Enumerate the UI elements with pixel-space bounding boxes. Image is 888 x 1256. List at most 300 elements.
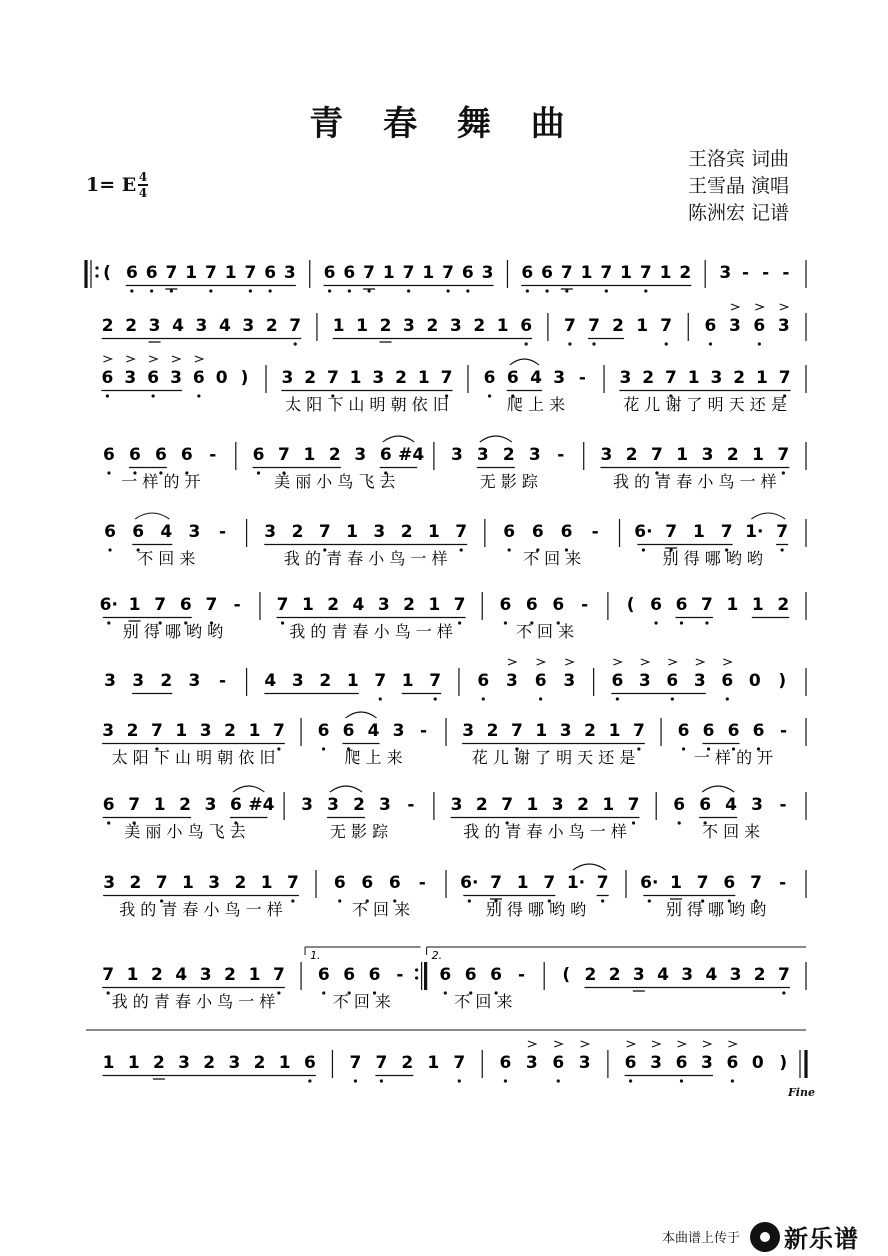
low-octave-dot <box>197 394 200 397</box>
low-octave-dot <box>508 548 511 551</box>
note: 7 <box>440 368 453 388</box>
note: 1 <box>417 368 430 388</box>
slur-arc <box>702 786 734 792</box>
accent-mark <box>565 659 573 665</box>
note: 2 <box>395 368 408 388</box>
low-octave-dot <box>368 289 371 292</box>
low-octave-dot <box>682 747 685 750</box>
note: 1 <box>608 721 621 741</box>
note: 2 <box>403 595 415 615</box>
lyric-text: 我 的 青 春 小 鸟 一 样 <box>613 472 777 491</box>
note: 6 <box>560 522 573 542</box>
note: 7 <box>701 595 713 615</box>
note: 3 <box>377 595 390 615</box>
note: 6 <box>702 721 715 741</box>
note: 3 <box>392 721 405 741</box>
note: 1 <box>126 965 139 985</box>
note: 7 <box>778 368 791 388</box>
low-octave-dot <box>322 747 325 750</box>
low-octave-dot <box>434 697 437 700</box>
song-title: 青 春 舞 曲 <box>309 104 579 144</box>
note: 6 <box>192 368 205 388</box>
note: 1 <box>349 368 362 388</box>
lyric-text: 美 丽 小 鸟 飞 去 <box>274 472 396 491</box>
note: 2 <box>679 263 692 283</box>
note: 1 <box>128 595 141 615</box>
note: 7 <box>560 263 573 283</box>
low-octave-dot <box>654 621 657 624</box>
note: 3 <box>291 671 304 691</box>
low-octave-dot <box>709 342 712 345</box>
credit-transcriber: 陈洲宏 记谱 <box>688 202 790 224</box>
low-octave-dot <box>525 342 528 345</box>
accent-mark <box>126 356 134 362</box>
low-octave-dot <box>348 289 351 292</box>
low-octave-dot <box>152 394 155 397</box>
note: 2 <box>151 965 163 985</box>
lyric-text: 不 回 来 <box>454 992 513 1011</box>
low-octave-dot <box>637 747 640 750</box>
note: 1 <box>726 595 739 615</box>
note: 3 <box>242 316 255 336</box>
note: 6 <box>721 671 734 691</box>
slur-arc <box>346 712 377 718</box>
note: 2 <box>426 316 439 336</box>
note: 1 <box>496 316 509 336</box>
note: 6 <box>552 1053 565 1073</box>
accent-mark <box>696 659 704 665</box>
note: 1 <box>185 263 198 283</box>
accent-mark <box>641 659 649 665</box>
note: 7 <box>154 595 167 615</box>
accent-mark <box>731 304 739 310</box>
low-octave-dot <box>257 471 260 474</box>
low-octave-dot <box>644 289 647 292</box>
low-octave-dot <box>782 471 785 474</box>
note: 2 <box>577 795 589 815</box>
note: 7 <box>272 721 285 741</box>
note: - <box>418 873 426 893</box>
note: 7 <box>543 873 556 893</box>
note: 7 <box>511 721 523 741</box>
low-octave-dot <box>106 394 109 397</box>
note: 3 <box>188 671 201 691</box>
note: 3 <box>208 873 221 893</box>
low-octave-dot <box>107 621 110 624</box>
note: 7 <box>453 595 466 615</box>
note: 1 <box>102 1053 115 1073</box>
note: 3 <box>710 368 723 388</box>
note: 2 <box>353 795 365 815</box>
note: 4 <box>172 316 184 336</box>
note: 2 <box>486 721 499 741</box>
note: #4 <box>248 795 275 815</box>
note: 7 <box>651 445 663 465</box>
note: 7 <box>155 873 168 893</box>
note: 6 <box>388 873 401 893</box>
note: 6 <box>323 263 336 283</box>
note: 6· <box>99 595 118 615</box>
meter-top: 4 <box>138 170 148 184</box>
low-octave-dot <box>291 899 294 902</box>
note: 1 <box>356 316 369 336</box>
note: 3 <box>379 795 391 815</box>
note: 6 <box>180 445 193 465</box>
accent-mark <box>668 659 676 665</box>
slur-arc <box>330 786 362 792</box>
low-octave-dot <box>354 1079 357 1082</box>
note: 4 <box>705 965 718 985</box>
meter-bottom: 4 <box>138 185 148 200</box>
note: 7 <box>596 873 609 893</box>
note: 3 <box>450 445 463 465</box>
low-octave-dot <box>488 394 491 397</box>
low-octave-dot <box>458 621 461 624</box>
note: 6 <box>252 445 265 465</box>
note: 1 <box>620 263 632 283</box>
note: 1 <box>676 445 689 465</box>
lyric-text: 太 阳 下 山 明 朝 依 旧 <box>111 748 276 767</box>
note: 3 <box>462 721 475 741</box>
note: 6 <box>531 522 544 542</box>
note: 3 <box>701 1053 713 1073</box>
accent-mark <box>172 356 180 362</box>
low-octave-dot <box>308 1079 311 1082</box>
note: 2 <box>253 1053 266 1073</box>
note: 6 <box>464 965 477 985</box>
note: 6 <box>624 1053 637 1073</box>
low-octave-dot <box>338 899 341 902</box>
slur-arc <box>135 513 169 519</box>
note: 6 <box>520 316 533 336</box>
note: 2 <box>304 368 317 388</box>
note: 6 <box>506 368 519 388</box>
note: 2 <box>152 1053 165 1073</box>
note: 7 <box>639 263 652 283</box>
note: 6 <box>650 595 662 615</box>
note: ( <box>626 595 635 615</box>
note: 6 <box>704 316 717 336</box>
low-octave-dot <box>170 289 173 292</box>
low-octave-dot <box>249 289 252 292</box>
note: 6 <box>264 263 277 283</box>
site-logo-name: 新乐谱 <box>784 1225 860 1253</box>
note: 6 <box>154 445 167 465</box>
note: 7 <box>750 873 762 893</box>
note: 3 <box>693 671 706 691</box>
note: 1 <box>752 445 764 465</box>
low-octave-dot <box>504 1079 507 1082</box>
note: 6 <box>499 595 512 615</box>
low-octave-dot <box>322 991 325 994</box>
note: 1 <box>636 316 649 336</box>
note: - <box>762 263 770 283</box>
low-octave-dot <box>277 991 280 994</box>
note: 3 <box>327 795 339 815</box>
low-octave-dot <box>539 697 542 700</box>
note: 3 <box>449 316 462 336</box>
note: 0 <box>215 368 228 388</box>
accent-mark <box>103 356 111 362</box>
note: 4 <box>367 721 380 741</box>
lyric-text: 无 影 踪 <box>329 822 389 841</box>
note: 7 <box>205 595 218 615</box>
repeat-dot <box>415 976 418 979</box>
low-octave-dot <box>616 697 619 700</box>
note: 6 <box>303 1053 316 1073</box>
low-octave-dot <box>678 821 681 824</box>
low-octave-dot <box>781 548 784 551</box>
note: 1 <box>602 795 615 815</box>
note: 3 <box>354 445 367 465</box>
accent-mark <box>581 1041 589 1047</box>
note: 6 <box>521 263 534 283</box>
accent-mark <box>528 1041 536 1047</box>
note: - <box>779 721 788 741</box>
low-octave-dot <box>680 621 683 624</box>
slur-arc <box>480 436 512 442</box>
note: 6 <box>132 522 145 542</box>
note: 1 <box>346 522 358 542</box>
note: 3 <box>373 522 386 542</box>
lyric-text: 一 样 的 开 <box>693 748 774 767</box>
note: 6 <box>439 965 452 985</box>
note: 6 <box>147 368 160 388</box>
note: 3 <box>551 795 564 815</box>
low-octave-dot <box>107 991 110 994</box>
upload-note: 本曲谱上传于 <box>662 1231 741 1246</box>
note: 7 <box>318 522 331 542</box>
note: 6 <box>726 1053 739 1073</box>
note: 1· <box>745 522 764 542</box>
note: 6 <box>503 522 516 542</box>
accent-mark <box>677 1041 685 1047</box>
low-octave-dot <box>629 1079 632 1082</box>
low-octave-dot <box>642 548 645 551</box>
lyric-text: 不 回 来 <box>332 992 391 1011</box>
low-octave-dot <box>108 548 111 551</box>
note: 3 <box>199 965 212 985</box>
note: 1 <box>659 263 672 283</box>
lyric-text: 花 儿 谢 了 明 天 还 是 <box>471 748 636 767</box>
note: 6· <box>634 522 653 542</box>
note: 4 <box>160 522 173 542</box>
lyric-text: 别 得 哪 哟 哟 <box>485 900 587 919</box>
note: 6 <box>102 795 115 815</box>
low-octave-dot <box>605 289 608 292</box>
lyric-text: 无 影 踪 <box>479 472 538 491</box>
vinyl-record-icon <box>750 1222 780 1252</box>
note: - <box>233 595 241 615</box>
footer <box>662 1219 859 1254</box>
note: 3 <box>102 721 115 741</box>
note: - <box>218 671 227 691</box>
note: 2 <box>475 795 488 815</box>
note: 7 <box>375 1053 388 1073</box>
note: 7 <box>455 522 468 542</box>
accent-mark <box>627 1041 635 1047</box>
note: 1 <box>278 1053 291 1073</box>
lyric-text: 别 得 哪 哟 哟 <box>122 622 224 641</box>
low-octave-dot <box>557 1079 560 1082</box>
note: 4 <box>264 671 277 691</box>
note: 4 <box>530 368 542 388</box>
accent-mark <box>703 1041 711 1047</box>
note: 6 <box>361 873 374 893</box>
low-octave-dot <box>545 289 548 292</box>
note: 1 <box>670 873 682 893</box>
lyric-text: 不 回 来 <box>515 622 575 641</box>
low-octave-dot <box>407 289 410 292</box>
note: 2 <box>234 873 247 893</box>
note: 6 <box>490 965 503 985</box>
note: - <box>396 965 404 985</box>
note: 3 <box>301 795 314 815</box>
note: 1 <box>382 263 395 283</box>
note: ( <box>562 965 571 985</box>
lyric-text: 我 的 青 春 小 鸟 一 样 <box>463 822 627 841</box>
low-octave-dot <box>209 289 212 292</box>
note: 2 <box>473 316 486 336</box>
note: 6 <box>611 671 624 691</box>
note: - <box>578 368 586 388</box>
note: - <box>779 795 787 815</box>
slur-arc <box>510 359 539 365</box>
accent-mark <box>537 659 545 665</box>
note: 2 <box>379 316 392 336</box>
note: 1 <box>422 263 435 283</box>
note: 7 <box>664 368 677 388</box>
note: 7 <box>165 263 178 283</box>
note: 6 <box>552 595 565 615</box>
note: ) <box>779 1053 788 1073</box>
note: 6 <box>342 721 355 741</box>
note: 1 <box>526 795 539 815</box>
low-octave-dot <box>632 821 635 824</box>
note: 2 <box>224 721 237 741</box>
volta-label: 1. <box>310 949 321 962</box>
note: 2 <box>625 445 638 465</box>
note: 2 <box>126 721 139 741</box>
low-octave-dot <box>482 697 485 700</box>
note: 7 <box>453 1053 466 1073</box>
note: 3 <box>701 445 714 465</box>
note: 7 <box>363 263 376 283</box>
lyric-text: 我 的 青 春 小 鸟 一 样 <box>119 900 283 919</box>
note: 6 <box>368 965 381 985</box>
note: 1 <box>248 965 261 985</box>
note: 3 <box>403 316 415 336</box>
note: ) <box>778 671 787 691</box>
note: 2 <box>642 368 655 388</box>
note: 2 <box>612 316 624 336</box>
note: 1 <box>535 721 548 741</box>
note: 2 <box>584 965 597 985</box>
lyric-text: 我 的 青 春 小 鸟 一 样 <box>289 622 453 641</box>
note: 1 <box>428 595 441 615</box>
low-octave-dot <box>466 289 469 292</box>
note: 6 <box>379 445 392 465</box>
low-octave-dot <box>568 342 571 345</box>
note: 3 <box>148 316 161 336</box>
note: 7 <box>442 263 455 283</box>
lyric-text: 太 阳 下 山 明 朝 依 旧 <box>285 395 449 414</box>
note: 6 <box>230 795 242 815</box>
low-octave-dot <box>468 899 471 902</box>
note: 3 <box>476 445 489 465</box>
note: 6 <box>723 873 736 893</box>
lyric-text: 我 的 青 春 小 鸟 一 样 <box>111 992 276 1011</box>
fine-mark: Fine <box>788 1086 815 1099</box>
note: 3 <box>264 522 277 542</box>
note: 7 <box>720 522 733 542</box>
note: 1 <box>687 368 700 388</box>
note: 2 <box>101 316 114 336</box>
note: 3 <box>204 795 217 815</box>
note: 2 <box>733 368 746 388</box>
note: 1 <box>580 263 593 283</box>
slur-arc <box>751 513 785 519</box>
note: 1 <box>346 671 359 691</box>
low-octave-dot <box>726 697 729 700</box>
low-octave-dot <box>460 548 463 551</box>
note: 2 <box>265 316 278 336</box>
note: 7 <box>374 671 387 691</box>
note: 1 <box>127 1053 140 1073</box>
low-octave-dot <box>592 342 595 345</box>
low-octave-dot <box>107 471 110 474</box>
low-octave-dot <box>379 697 382 700</box>
note: 2 <box>224 965 237 985</box>
note: 6 <box>666 671 679 691</box>
slur-arc <box>383 436 414 442</box>
note: 3 <box>525 1053 538 1073</box>
note: - <box>557 445 565 465</box>
note: 7 <box>204 263 217 283</box>
lyric-text: 花 儿 谢 了 明 天 还 是 <box>623 395 787 414</box>
note: - <box>407 795 415 815</box>
lyric-text: 不 回 来 <box>351 900 411 919</box>
accent-mark <box>755 304 763 310</box>
note: 1 <box>692 522 705 542</box>
note: 6 <box>129 445 141 465</box>
note: 3 <box>619 368 632 388</box>
note: 6 <box>675 595 688 615</box>
note: 6 <box>103 445 115 465</box>
note: 3 <box>729 965 742 985</box>
note: 3 <box>563 671 576 691</box>
note: 1 <box>401 671 414 691</box>
note: 2 <box>179 795 191 815</box>
site-logo[interactable] <box>750 1219 859 1254</box>
low-octave-dot <box>107 821 110 824</box>
low-octave-dot <box>782 991 785 994</box>
credit-composer: 王洛宾 词曲 <box>688 148 790 170</box>
lyric-text: 爬 上 来 <box>506 395 566 414</box>
lyric-text: 不 回 来 <box>523 549 582 568</box>
lyric-text: 爬 上 来 <box>344 748 403 767</box>
note: 4 <box>175 965 188 985</box>
note: 3 <box>228 1053 241 1073</box>
note: 7 <box>151 721 163 741</box>
note: 3 <box>450 795 463 815</box>
note: 7 <box>588 316 600 336</box>
note: 2 <box>160 671 173 691</box>
accent-mark <box>728 1041 736 1047</box>
note: - <box>218 522 227 542</box>
note: 3 <box>553 368 566 388</box>
note: 7 <box>429 671 442 691</box>
